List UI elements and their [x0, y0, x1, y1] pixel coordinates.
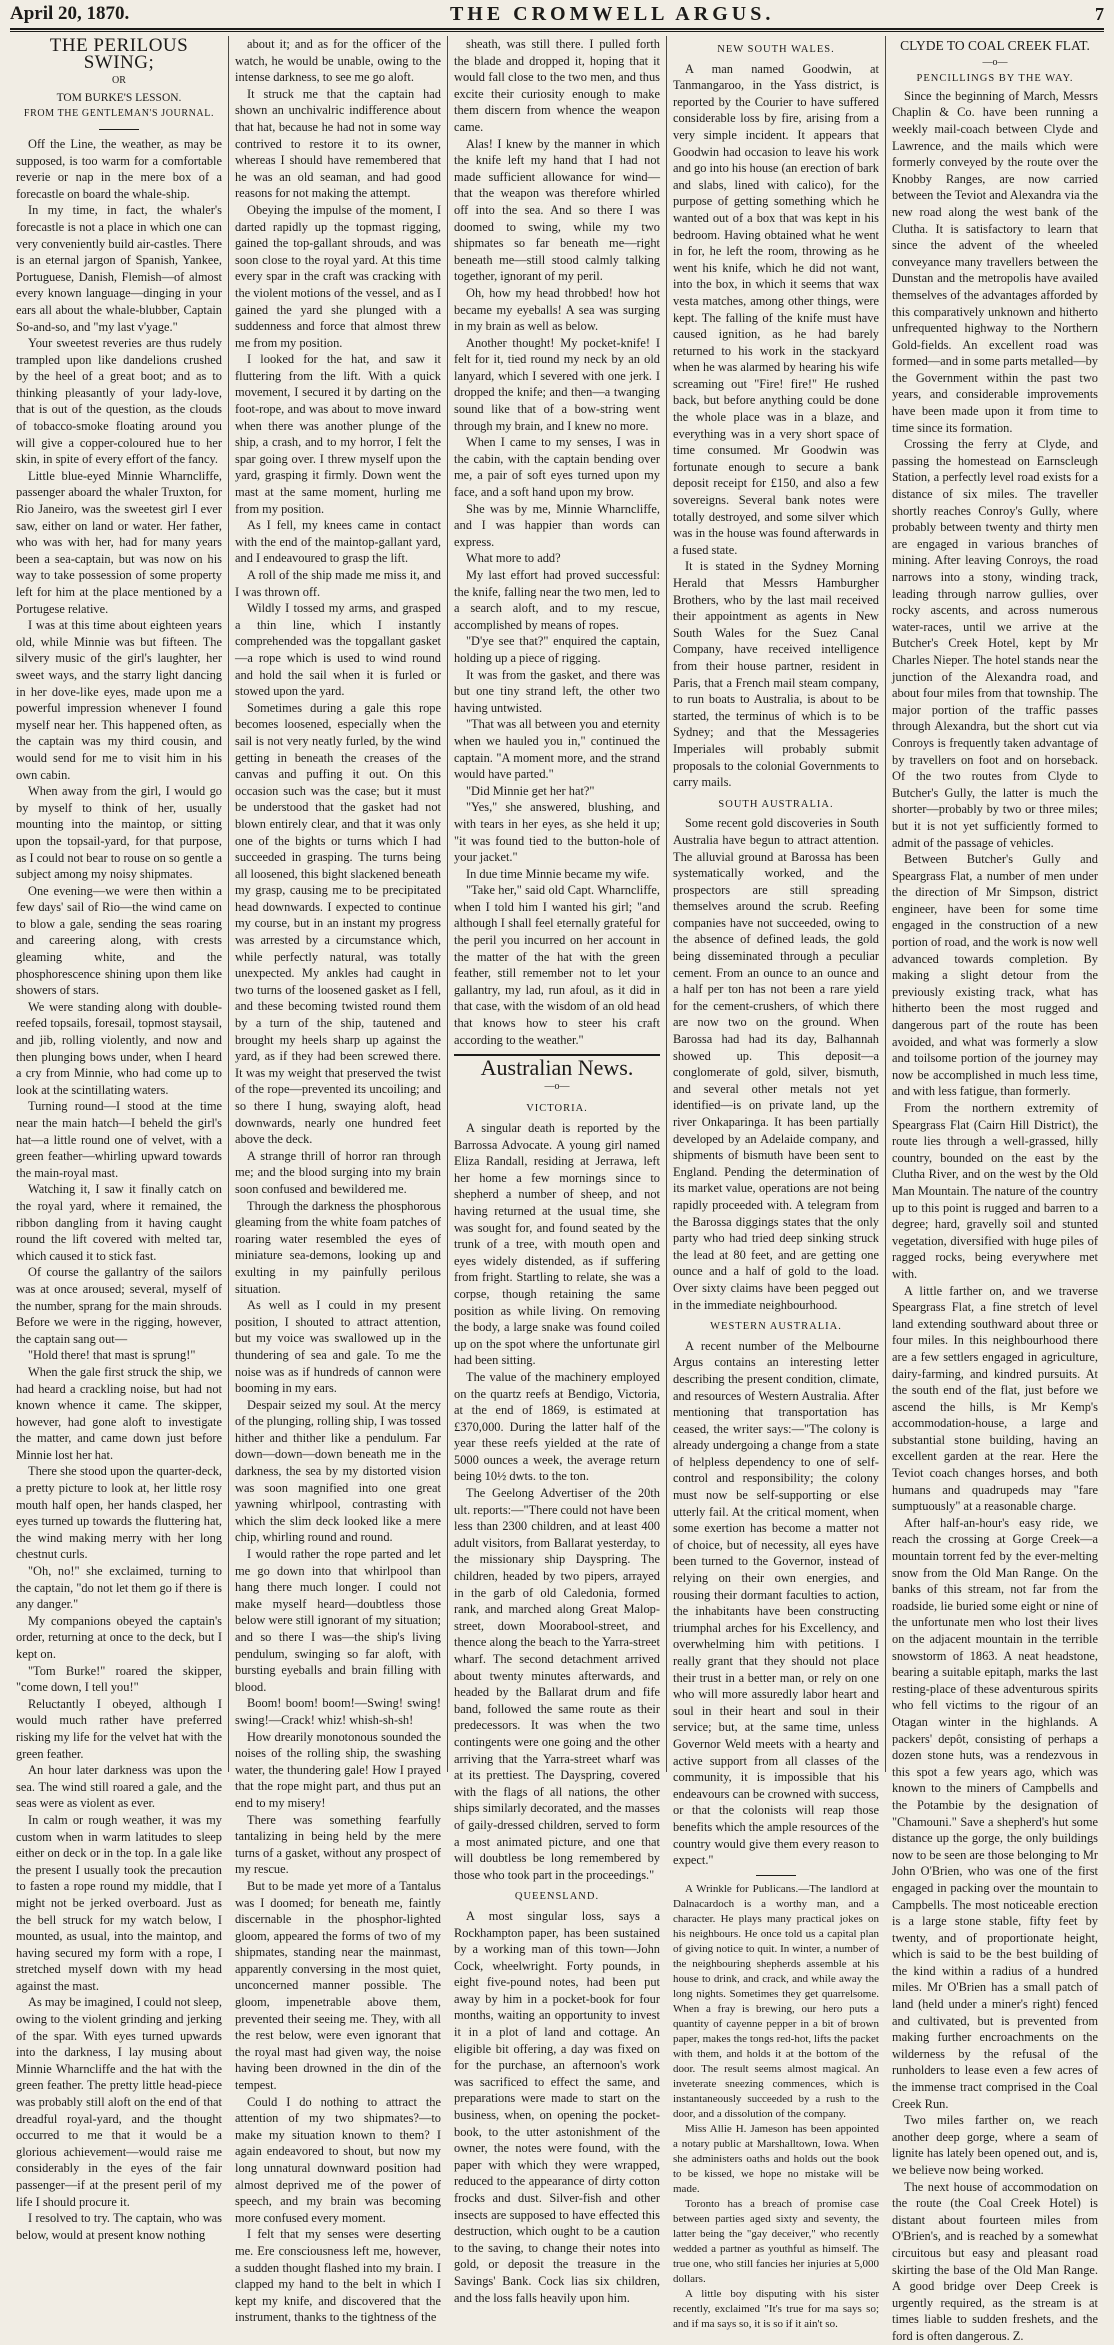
news-paragraph: The Geelong Advertiser of the 20th ult. reports:—"There could not have been less than 2300 children, and at least 400 adult visitors, from Ballarat yesterday, to the missionary ship Dayspring. The children, headed by two pipers, arrayed in the garb of old Caledonia, formed rank, and marched along Great Malop-street, down Moorabool-street, and thence along the beach to the Yarra-street wharf. The second detachment arrived about twenty minutes afterwards, and headed by the Ballarat drum and fife band, followed the same route as their predecessors. It was when the two contingents were one going and the other arriving that the Yarra-street wharf was at its prettiest. The Dayspring, covered with the flags of all nations, the other ships similarly decorated, and the masses of gaily-dressed children, served to form a most animated picture, and one that will doubtless be long remembered by those who took part in the proceedings." [454, 1486, 660, 1882]
page-number: 7 [1094, 3, 1104, 24]
article-subhead: PENCILLINGS BY THE WAY. [916, 73, 1074, 85]
header-rule [10, 31, 1104, 32]
wa-news [673, 1338, 879, 1869]
story-paragraph: I looked for the hat, and saw it fluttering from the lift. With a quick movement, I secured it by darting on the foot-rope, and was about to move inward when there was another plunge of the ship, a crash, and to my horror, I felt the spar going over. I threw myself upon the yard, grasping it firmly. Down went the mast at the same moment, hurling me from my position. [235, 352, 441, 516]
masthead: THE CROMWELL ARGUS. [449, 2, 775, 25]
column-4 [666, 36, 885, 2330]
story-paragraph: In my time, in fact, the whaler's forecastle is not a place in which one can very conveniently build air-castles. There is an eternal jargon of Spanish, Yankee, Portuguese, Danish, Flemish—of almost every known language—dinging in your ears all about the whale-blubber, Captain So-and-so, and "my last v'yage." [16, 203, 222, 334]
ornament: —o— [982, 56, 1008, 68]
story-title: THE PERILOUS SWING; [49, 35, 189, 73]
story-or: OR [112, 75, 126, 87]
sa-heading: SOUTH AUSTRALIA. [718, 798, 834, 810]
article-paragraph: Between Butcher's Gully and Speargrass Flat, a number of men under the direction of Mr Simpson, district engineer, have been for some time engaged in the construction of a new portion of road, and the work is now well advanced towards completion. By making a slight detour from the previously existing track, what has hitherto been the most rugged and dangerous part of the route has been avoided, and what was formerly a slow and toilsome portion of the journey may now be accomplished in much less time, and with less fatigue, than formerly. [892, 852, 1098, 1099]
story-paragraph: I resolved to try. The captain, who was below, would at present know nothing [16, 2211, 222, 2242]
article-paragraph: From the northern extremity of Speargrass Flat (Cairn Hill District), the route lies through a well-grassed, hilly country, bounded on the east by the Clutha River, and on the west by the Old Man Mountain. The nature of the country up to this point is rugged and barren to a degree; hard, gravelly soil and stunted vegetation, diversified with huge piles of ragged rocks, being everywhere met with. [892, 1101, 1098, 1281]
story-paragraph: "Oh, no!" she exclaimed, turning to the captain, "do not let them go if there is any danger." [16, 1564, 222, 1612]
sa-news [673, 815, 879, 1313]
story-paragraph: She was by me, Minnie Wharncliffe, and I was happier than words can express. [454, 501, 660, 549]
story-paragraph: Turning round—I stood at the time near the main hatch—I beheld the girl's hat—a little round one of velvet, with a green feather—whirling upward towards the main-royal mast. [16, 1099, 222, 1180]
story-paragraph: An hour later darkness was upon the sea. The wind still roared a gale, and the seas were as violent as ever. [16, 1763, 222, 1811]
article-body [892, 88, 1098, 2345]
story-paragraph: There she stood upon the quarter-deck, a pretty picture to look at, her little rosy mouth half open, her hands clasped, her eyes turned up towards the fluttering hat, the wind making merry with her long chestnut curls. [16, 1464, 222, 1562]
story-paragraph: I felt that my senses were deserting me. Ere consciousness left me, however, a sudden thought flashed into my brain. I clapped my hand to the belt in which I kept my knife, and discovered that the instrument, thanks to the tightness of the [235, 2227, 441, 2325]
story-paragraph: But to be made yet more of a Tantalus was I doomed; for beneath me, faintly discernable in the phosphor-lighted gloom, appeared the forms of two of my shipmates, standing near the mainmast, apparently conversing in the most quiet, unconcerned manner possible. The gloom, impenetrable above them, prevented their seeing me. They, with all the rest below, were even ignorant that the royal mast had given way, the noise having been drowned in the din of the tempest. [235, 1878, 441, 2093]
story-conclusion [454, 36, 660, 1048]
story-paragraph: "Hold there! that mast is sprung!" [28, 1348, 196, 1363]
article-paragraph: Since the beginning of March, Messrs Chaplin & Co. have been running a weekly mail-coach between Clyde and Lawrence, and the mails which were formerly conveyed by the route over the Knobby Ranges, are now carried between the Teviot and Alexandra via the new road along the west bank of the Clutha. It is satisfactory to learn that since the advent of the wheeled conveyance many travellers between the Dunstan and the metropolis have availed themselves of the advantages afforded by this comparatively unknown and hitherto unfrequented highway to the Northern Gold-fields. An excellent road was formed—and in some parts metalled—by the Government within the past two years, and considerable improvements have been made upon it from time to time since its formation. [892, 88, 1098, 435]
news-paragraph: The value of the machinery employed on the quartz reefs at Bendigo, Victoria, at the end of 1869, is estimated at £370,000. During the latter half of the year these reefs yielded at the rate of 5000 ounces a week, the average return being 10½ dwts. to the ton. [454, 1369, 660, 1484]
story-paragraph: Despair seized my soul. At the mercy of the plunging, rolling ship, I was tossed hither and thither like a pendulum. Far down—down—down beneath me in the darkness, the sea by my distorted vision was soon magnified into one great yawning whirlpool, contrasting with which the slim deck looked like a mere chip, whirling round and round. [235, 1397, 441, 1545]
issue-date: April 20, 1870. [10, 3, 130, 24]
story-paragraph: It was from the gasket, and there was but one tiny strand left, the other two having untwisted. [454, 667, 660, 715]
wa-heading: WESTERN AUSTRALIA. [710, 1321, 842, 1333]
story-paragraph: Wildly I tossed my arms, and grasped a thin line, which I instantly comprehended was the topgallant gasket—a rope which is used to wind round and hold the sail when it is furled or stowed upon the yard. [235, 601, 441, 699]
story-paragraph: A roll of the ship made me miss it, and I was thrown off. [235, 568, 441, 599]
miscellany [673, 1882, 879, 2332]
story-paragraph: Obeying the impulse of the moment, I darted rapidly up the topmast rigging, gained the top-gallant shrouds, and was soon close to the royal yard. At this time every spar in the craft was cracking with the violent motions of the vessel, and as I gained the yard she plunged with a suddenness and force that almost threw me from my position. [235, 202, 441, 350]
story-paragraph: Through the darkness the phosphorous gleaming from the white foam patches of roaring water resembled the eyes of miniature sea-demons, looking up and exulting in my painfully perilous situation. [235, 1198, 441, 1296]
story-paragraph: In due time Minnie became my wife. [466, 866, 650, 881]
miscellany-paragraph: A Wrinkle for Publicans.—The landlord at Dalnacardoch is a worthy man, and a character. He plays many practical jokes on his neighbours. He once told us a capital plan of giving notice to quit. In winter, a number of the neighbouring shepherds assemble at his house to drink, and crack, and while away the long nights. Sometimes they get quarrelsome. When a fray is brewing, our hero puts a quantity of cayenne pepper in a bit of brown paper, makes the tongs red-hot, lifts the packet with them, and holds it at the bottom of the door. The result seems almost magical. An inveterate sneezing commences, which is instantaneously succeeded by a rush to the door, and a dissolution of the company. [673, 1882, 879, 2120]
story-paragraph: about it; and as for the officer of the watch, he would be unable, owing to the intense darkness, to see me go aloft. [235, 37, 441, 85]
story-paragraph: I was at this time about eighteen years old, while Minnie was but fifteen. The silvery music of the girl's laughter, her sweet ways, and the starry light dancing in her dove-like eyes, made upon me a powerful impression whenever I found myself near her. This happened often, as the captain was my third cousin, and would send for me to visit him in his own cabin. [16, 618, 222, 782]
story-paragraph: "Take her," said old Capt. Wharncliffe, when I told him I wanted his girl; "and although I shall feel eternally grateful for the peril you incurred on her account in the matter of the hat with the green feather, still remember not to let your gallantry, my lad, run afoul, as it did in that case, with the wisdom of an old head that knows how to steer his craft according to the weather." [454, 883, 660, 1047]
article-paragraph: Crossing the ferry at Clyde, and passing the homestead on Earnscleugh Station, a perfectly level road exists for a distance of six miles. The traveller shortly reaches Conroy's Gully, where probably between twenty and thirty men are engaged in various branches of mining. After leaving Conroys, the road narrows into a stony, winding track, leading through narrow gullies, over rocky ascents, and across numerous water-races, until we arrive at the Butcher's Creek Hotel, kept by Mr Charles Nieper. The hotel stands near the junction of the Alexandra road, and about four miles from that township. The major portion of the traffic passes through Alexandra, but the short cut via Conroys is frequently taken advantage of by travellers on foot and on horseback. Of the two routes from Clyde to Butcher's Gully, the latter is much the shorter—probably by two or three miles; but it is not yet sufficiently formed to admit of the passage of vehicles. [892, 437, 1098, 850]
nsw-heading: NEW SOUTH WALES. [717, 44, 835, 55]
story-paragraph: Boom! boom! boom!—Swing! swing! swing!—Crack! whiz! whish-sh-sh! [235, 1696, 441, 1727]
story-paragraph: We were standing along with double-reefed topsails, foresail, topmost staysail, and jib, rolling violently, and now and then plunging bows under, when I heard a cry from Minnie, who had come up to look at the scintillating waters. [16, 999, 222, 1097]
story-paragraph: "D'ye see that?" enquired the captain, holding up a piece of rigging. [454, 634, 660, 665]
story-paragraph: Oh, how my head throbbed! how hot became my eyeballs! A sea was surging in my brain as well as below. [454, 285, 660, 334]
story-paragraph: As I fell, my knees came in contact with the end of the maintop-gallant yard, and I endeavoured to grasp the lift. [235, 518, 441, 566]
story-paragraph: Watching it, I saw it finally catch on the royal yard, where it remained, the ribbon dangling from it having caught round the lift covered with melted tar, which caused it to stick fast. [16, 1182, 222, 1263]
column-3 [447, 36, 666, 2305]
column-2 [228, 36, 447, 2325]
story-paragraph: Another thought! My pocket-knife! I felt for it, tied round my neck by an old lanyard, which I severed with one jerk. I dropped the knife; and then—a twanging sound like that of a bow-string went through my brain, and I knew no more. [454, 335, 660, 433]
miscellany-paragraph: Toronto has a breach of promise case between parties aged sixty and seventy, the latter being the "gay deceiver," who recently wedded a partner as youthful as himself. The true one, who still fancies her injuries at 5,000 dollars. [673, 2197, 879, 2285]
miscellany-paragraph: A little boy disputing with his sister recently, exclaimed "It's true for ma says so; and if ma says so, it is so if it ain't so. [673, 2287, 879, 2330]
news-paragraph: A recent number of the Melbourne Argus contains an interesting letter describing the present condition, climate, and resources of Western Australia. After mentioning that transportation has ceased, the writer says:—"The colony is already undergoing a change from a state of helpless dependency to one of self-control and responsibility; the colony must now be self-supporting or else utterly fail. At the critical moment, when some exertion has become a matter not of choice, but of necessity, all eyes have been turned to the Governor, instead of relying on their own energies, and rousing their dormant faculties to action, the inhabitants have been constructing triumphal arches for his Excellency, and overwhelming him with petitions. I really grant that they should not place their trust in a better man, or rely on one who will more assuredly labor heart and soul in their heart and soul in their service; but, at the same time, unless Governor Weld meets with a hearty and active support from all classes of the community, it is impossible that his endeavours can be crowned with success, or that the colonists will reap those benefits which the ample resources of the country would give them every reason to expect." [673, 1338, 879, 1868]
story-paragraph: "Yes," she answered, blushing, and with tears in her eyes, as she held it up; "it was found tied to the button-hole of your jacket." [454, 800, 660, 865]
article-paragraph: A little farther on, and we traverse Speargrass Flat, a fine stretch of level land extending southward about three or four miles. In this neighbourhood there are a few settlers engaged in agriculture, dairy-farming, and kindred pursuits. At the south end of the flat, just before we ascend the hills, is Mr Kemp's accommodation-house, a large and substantial stone building, having an excellent garden at the rear. Here the Teviot coach changes horses, and both humans and quadrupeds may "fare sumptuously" at a reasonable charge. [892, 1283, 1098, 1514]
queensland-news [454, 1908, 660, 2306]
story-paragraph: "That was all between you and eternity when we hauled you in," continued the captain. "A moment more, and the strand would have parted." [454, 717, 660, 782]
story-paragraph: My last effort had proved successful: the knife, falling near the two men, led to a search aloft, and to my rescue, accomplished by means of ropes. [454, 568, 660, 632]
story-paragraph: What more to add? [466, 551, 561, 566]
story-paragraph: How drearily monotonous sounded the noises of the rolling ship, the swashing water, the thundering gale! How I prayed that the rope might part, and thus put an end to my misery! [235, 1729, 441, 1810]
page-header [10, 0, 1104, 30]
news-paragraph: A singular death is reported by the Barrossa Advocate. A young girl named Eliza Randall, residing at Jerrawa, left her home a few mornings since to shepherd a number of sheep, and not having returned at the usual time, she was sought for, and found seated by the trunk of a tree, with mouth open and eyes widely distended, as if suffering from fright. Startling to relate, she was a corpse, though retaining the same position as while living. On removing the body, a large snake was found coiled up on the spot where the unfortunate girl had been sitting. [454, 1121, 660, 1368]
article-paragraph: Two miles farther on, we reach another deep gorge, where a seam of lignite has lately been opened out, and is, we believe now being worked. [892, 2113, 1098, 2177]
australian-news-title: Australian News. [454, 1054, 660, 1077]
story-paragraph: Little blue-eyed Minnie Wharncliffe, passenger aboard the whaler Truxton, for Rio Janeiro, was the sweetest girl I ever saw, either on land or water. Her father, who was with her, had for many years been a sea-captain, but was now on his way to take possession of some property left for him at the place mentioned by a Portugese relative. [16, 468, 222, 616]
victoria-heading: VICTORIA. [526, 1103, 588, 1115]
story-paragraph: My companions obeyed the captain's order, returning at once to the deck, but I kept on. [16, 1613, 222, 1661]
story-paragraph: sheath, was still there. I pulled forth the blade and dropped it, hoping that it would fall close to the two men, and thus excite their curiosity enough to make them discern from whence the weapon came. [454, 37, 660, 134]
story-paragraph: When the gale first struck the ship, we had heard a crackling noise, but had not known whence it came. The skipper, however, had gone aloft to investigate the matter, and came down just before Minnie lost her hat. [16, 1364, 222, 1462]
story-body [16, 136, 222, 2243]
story-continuation [235, 36, 441, 2326]
story-paragraph: Of course the gallantry of the sailors was at once aroused; several, myself of the number, sprang for the main shrouds. Before we were in the rigging, however, the captain sang out— [16, 1265, 222, 1346]
news-paragraph: It is stated in the Sydney Morning Herald that Messrs Hamburgher Brothers, who by the last mail received their appointment as agents in New South Wales for the Suez Canal Company, have received intelligence from their house partner, resident in Paris, that a French mail steam company, to run boats to Australia, is about to be started, the terminus of which is to be Sydney; and that the Messageries Imperiales will probably submit proposals to the colonial Governments to carry mails. [673, 559, 879, 790]
story-paragraph: In calm or rough weather, it was my custom when in warm latitudes to sleep either on deck or in the top. In a gale like the present I usually took the precaution to fasten a rope round my middle, that I might not be jerked overboard. Just as the bell struck for my watch below, I mounted, as usual, into the maintop, and having secured my form with a rope, I stretched myself down with my head against the mast. [16, 1812, 222, 1993]
story-paragraph: Could I do nothing to attract the attention of my two shipmates?—to make my situation known to them? I again endeavored to shout, but now my long unnatural downward position had almost deprived me of the power of speech, and my brain was becoming more confused every moment. [235, 2094, 441, 2225]
news-paragraph: Some recent gold discoveries in South Australia have begun to attract attention. The alluvial ground at Barossa has been systematically worked, and the prospectors are still spreading themselves around the scrub. Reefing companies have not succeeded, owing to the absence of defined leads, the gold being disseminated through a peculiar cement. From an ounce to an ounce and a half per ton has not been a rare yield for the cement-crushers, of which there are now two on the ground. When Barossa had had its day, Balhannah showed up. This deposit—a conglomerate of gold, silver, bismuth, and several other metals not yet identified—is on private land, up the river Onkaparinga. It has been partially developed by an Adelaide company, and shipments of bismuth have been sent to England. Pending the determination of its market value, operations are not being rapidly proceeded with. A telegram from the Barossa diggings states that the only party who had tried deep sinking struck the lead at 80 feet, and are getting one ounce and a half of gold to the load. Over sixty claims have been pegged out in the immediate neighbourhood. [673, 816, 879, 1312]
story-paragraph: "Tom Burke!" roared the skipper, "come down, I tell you!" [16, 1663, 222, 1695]
victoria-news [454, 1120, 660, 1883]
divider [99, 129, 139, 130]
story-paragraph: Sometimes during a gale this rope becomes loosened, especially when the sail is not very neatly furled, by the wind getting in beneath the creases of the canvas and puffing it out. On this occasion such was the case; but it must be understood that the gasket had not blown entirely clear, and that it was only one of the bights or turns which I had succeeded in grasping. The turns being all loosened, this bight slackened beneath my grasp, causing me to be precipitated head downwards. I expected to continue my course, but in an instant my progress was arrested by a circumstance which, while perfectly natural, was totally unexpected. My ankles had caught in two turns of the loosened gasket as I fell, and these becoming twisted round them by a turn of the ship, tautened and brought my heels sharp up against the yard, as if they had been screwed there. It was my weight that preserved the twist of the rope—prevented its uncoiling; and so there I hung, swaying aloft, head downwards, nearly one hundred feet above the deck. [235, 700, 441, 1147]
story-paragraph: A strange thrill of horror ran through me; and the blood surging into my brain soon confused and bewildered me. [235, 1148, 441, 1196]
story-paragraph: Alas! I knew by the manner in which the knife left my hand that I had not made sufficient allowance for wind—that the weapon was therefore whirled off into the sea. And so there I was doomed to swing, while my two shipmates so far beneath me—right beneath me—still stood calmly talking together, ignorant of my peril. [454, 136, 660, 284]
story-paragraph: As may be imagined, I could not sleep, owing to the violent grinding and jerking of the spar. With eyes turned upwards into the darkness, I lay musing about Minnie Wharncliffe and the hat with the green feather. The pretty little head-piece was probably still aloft on the end of that dreadful royal-yard, and the thought occurred to me that it would be a glorious achievement—would raise me considerably in the eyes of the fair passenger—if at the present peril of my life I should procure it. [16, 1995, 222, 2209]
article-title: CLYDE TO COAL CREEK FLAT. [900, 38, 1090, 53]
news-paragraph: A man named Goodwin, at Tanmangaroo, in the Yass district, is reported by the Courier to have suffered considerable loss by fire, arising from a very simple incident. It appears that Goodwin had occasion to leave his work and go into his house (an erection of bark and slabs, lined with calico), for the purpose of getting something which he wanted out of a box that was kept in his bedroom. Having obtained what he went in for, he left the room, throwing as he went his knife, which he did not want, into the box, in which it seems that wax vesta matches, among other things, were kept. The falling of the knife must have caused ignition, as he had barely returned to his work in the stackyard when he was alarmed by hearing his wife screaming out "Fire! fire!" He rushed back, but before anything could be done the whole place was in a blaze, and everything was in a very short space of time consumed. Mr Goodwin was fortunate enough to secure a bank deposit receipt for £150, and also a few sovereigns. Several bank notes were totally destroyed, and some silver which was in the house was found afterwards in a fused state. [673, 61, 879, 557]
ornament: —o— [544, 1080, 570, 1092]
news-paragraph: A most singular loss, says a Rockhampton paper, has been sustained by a working man of this town—John Cock, wheelwright. Forty pounds, in eight five-pound notes, had been put away by him in a pocket-book for four months, waiting an opportunity to invest it in a plot of land and cottage. An eligible bit offering, a day was fixed on for the purchase, an afternoon's work was sacrificed to effect the same, and preparations were made to start on the business, when, on opening the pocket-book, to the utter astonishment of the owner, the notes were found, with the paper with which they were wrapped, reduced to the appearance of dirty cotton frocks and dust. Silver-fish and other insects are supposed to have effected this destruction, which ought to be a caution to the saving, to change their notes into gold, or deposit the treasure in the Savings' Bank. Cock lias six children, and the loss falls heavily upon him. [454, 1908, 660, 2305]
story-paragraph: One evening—we were then within a few days' sail of Rio—the wind came on to blow a gale, sending the seas roaring and careering along, with crests gleaming white, and the phosphorescence shining upon them like showers of stars. [16, 883, 222, 998]
divider [756, 1875, 796, 1876]
story-paragraph: There was something fearfully tantalizing in being held by the mere turns of a gasket, without any prospect of my rescue. [235, 1812, 441, 1877]
story-paragraph: When away from the girl, I would go by myself to think of her, usually mounting into the maintop, or sitting upon the topsail-yard, for that purpose, as I could not bear to rouse on so gentle a subject among my noisy shipmates. [16, 784, 222, 882]
story-paragraph: Your sweetest reveries are thus rudely trampled upon like dandelions crushed by the heel of a great boot; and as to thinking pleasantly of your lady-love, that is out of the question, as the clouds of tobacco-smoke floating around you will give a copper-coloured hue to her skin, in spite of every effort of the fancy. [16, 336, 222, 467]
story-paragraph: It struck me that the captain had shown an unchivalric indifference about that hat, because he had not in some way contrived to restore it to its owner, whereas I should have remembered that he was an old seaman, and had good reasons for not making the attempt. [235, 86, 441, 201]
miscellany-paragraph: Miss Allie H. Jameson has been appointed a notary public at Marshalltown, Iowa. When she administers oaths and holds out the book to be kissed, we hope no mistake will be made. [673, 2122, 879, 2195]
story-paragraph: I would rather the rope parted and let me go down into that whirlpool than hang there much longer. I could not make myself heard—doubtless those below were still ignorant of my situation; and so there I was—the ship's living pendulum, swinging so far aloft, with bursting eyeballs and brain filling with blood. [235, 1547, 441, 1694]
story-paragraph: "Did Minnie get her hat?" [466, 783, 595, 798]
columns [10, 35, 1104, 2343]
column-5 [885, 36, 1104, 2343]
story-subtitle: TOM BURKE'S LESSON. [56, 91, 182, 104]
story-paragraph: As well as I could in my present position, I shouted to attract attention, but my voice was swallowed up in the thundering of sea and gale. To me the noise was as if hundreds of cannon were booming in my ears. [235, 1298, 441, 1396]
story-paragraph: Off the Line, the weather, as may be supposed, is too warm for a comfortable reverie or nap in the mere box of a forecastle on board the whale-ship. [16, 136, 222, 201]
nsw-news [673, 61, 879, 791]
article-paragraph: The next house of accommodation on the route (the Coal Creek Hotel) is distant about fourteen miles from O'Brien's, and is reached by a somewhat circuitous but easy and pleasant road skirting the base of the Old Man Range. A good bridge over Deep Creek is urgently required, as the stream is at times liable to sudden freshets, and the ford is often dangerous. Z. [892, 2179, 1098, 2343]
article-paragraph: After half-an-hour's easy ride, we reach the crossing at Gorge Creek—a mountain torrent fed by the ever-melting snow from the Old Man Range. On the banks of this stream, not far from the roadside, lie buried some eight or nine of the unfortunate men who lost their lives on the adjacent mountain in the terrible snowstorm of 1863. A neat headstone, bearing a suitable epitaph, marks the last resting-place of these adventurous spirits who fell victims to the rigour of an Otagan winter in the highlands. A packers' depôt, consisting of perhaps a dozen stone huts, was a rendezvous in this spot a few years ago, which was known to the miners of Campbells and the Potambie by the designation of "Chamouni." Save a shepherd's hut some distance up the gorge, the only buildings now to be seen are those belonging to Mr John O'Brien, who was one of the first engaged in packing over the mountain to Campbells. The most noticeable erection is a large stone stable, fifty feet by twenty, and of proportionate height, which is said to be the best building of the kind within a radius of a hundred miles. Mr O'Brien has a small patch of land (held under a miner's right) fenced and cultivated, but is prevented from making further encroachments on the wilderness by the refusal of the runholders to lease even a few acres of the immense tract comprised in the Coal Creek Run. [892, 1515, 1098, 2111]
column-1 [10, 35, 228, 2242]
queensland-heading: QUEENSLAND. [514, 1891, 600, 1903]
story-source: FROM THE GENTLEMAN'S JOURNAL. [23, 108, 215, 120]
story-paragraph: Reluctantly I obeyed, although I would much rather have preferred risking my life for the velvet hat with the green feather. [16, 1696, 222, 1761]
story-paragraph: When I came to my senses, I was in the cabin, with the captain bending over me, a pair of soft eyes turned upon my face, and a soft hand upon my brow. [454, 435, 660, 500]
